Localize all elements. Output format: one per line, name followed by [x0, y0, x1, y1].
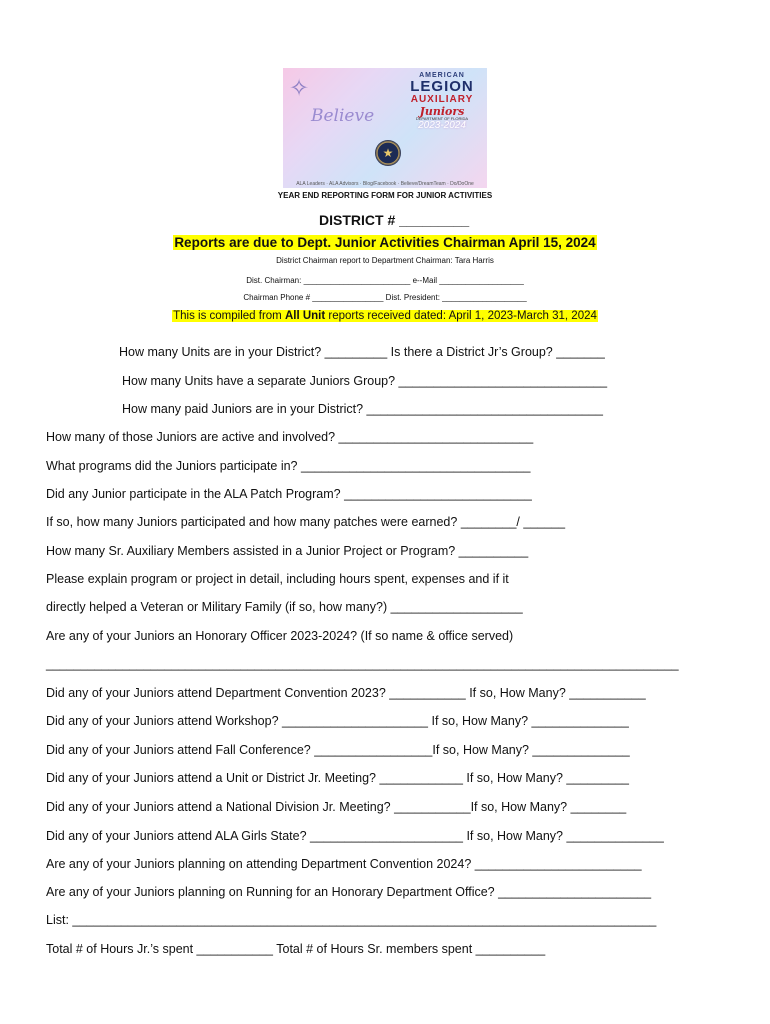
logo-legion: LEGION [410, 78, 474, 96]
logo-juniors: Juniors [419, 104, 465, 118]
compiled-pre: This is compiled from [173, 310, 285, 322]
logo-department: DEPARTMENT OF FLORIDA [415, 116, 469, 122]
believe-script: Believe [311, 106, 375, 126]
question-patch-program: Did any Junior participate in the ALA Patch Program? ___________________________ [46, 487, 532, 501]
question-unit-district-meeting: Did any of your Juniors attend a Unit or District Jr. Meeting? ____________ If so, How Many? _________ [46, 771, 629, 785]
question-separate-juniors-group: How many Units have a separate Juniors Group? ______________________________ [122, 374, 608, 388]
question-helped-veteran: directly helped a Veteran or Military Family (if so, how many?) ___________________ [46, 600, 523, 614]
american-legion-auxiliary-logo [401, 72, 483, 132]
question-dept-convention-2023: Did any of your Juniors attend Department Convention 2023? ___________ If so, How Many? ___________ [46, 686, 646, 700]
question-girls-state: Did any of your Juniors attend ALA Girls State? ______________________ If so, How Many? ______________ [46, 829, 664, 843]
compiled-post: reports received dated: April 1, 2023-March 31, 2024 [325, 310, 597, 322]
banner-caption: ALA Leaders · ALA Advisors · Blog/Facebook · Believe/DreamTeam · Do/DoOne [296, 181, 474, 187]
total-hours-line: Total # of Hours Jr.’s spent ___________ Total # of Hours Sr. members spent __________ [46, 942, 546, 956]
emblem-icon: ★ [375, 140, 401, 166]
question-dept-convention-2024: Are any of your Juniors planning on attending Department Convention 2024? ________________________ [46, 857, 642, 871]
compiled-text [172, 310, 598, 322]
question-honorary-officer: Are any of your Juniors an Honorary Officer 2023-2024? (If so name & office served) [46, 629, 514, 643]
answer-line-honorary-officer: ___________________________________________________________________________________________ [46, 657, 679, 671]
due-date-line [0, 235, 770, 250]
header-banner-image [283, 68, 487, 188]
logo-years: 2023-2024 [418, 120, 466, 132]
compiled-bold: All Unit [284, 310, 326, 322]
form-title: YEAR END REPORTING FORM FOR JUNIOR ACTIVITIES [277, 191, 493, 200]
question-fall-conference: Did any of your Juniors attend Fall Conference? _________________If so, How Many? ______________ [46, 743, 630, 757]
question-national-division-meeting: Did any of your Juniors attend a National Division Jr. Meeting? ___________If so, How Many? ________ [46, 800, 627, 814]
question-honorary-dept-office: Are any of your Juniors planning on Running for an Honorary Department Office? ______________________ [46, 885, 652, 899]
question-active-juniors: How many of those Juniors are active and involved? ____________________________ [46, 430, 534, 444]
question-sr-members-assisted: How many Sr. Auxiliary Members assisted in a Junior Project or Program? __________ [46, 544, 529, 558]
dist-chairman-line: Dist. Chairman: ________________________ e--Mail ___________________ [246, 276, 524, 285]
question-programs: What programs did the Juniors participate in? _________________________________ [46, 459, 531, 473]
logo-american: AMERICAN [419, 72, 465, 79]
fairy-icon: ✧ [289, 75, 310, 102]
question-workshop: Did any of your Juniors attend Workshop? _____________________ If so, How Many? ______________ [46, 714, 629, 728]
question-explain-program: Please explain program or project in detail, including hours spent, expenses and if it [46, 572, 509, 586]
list-line: List: ____________________________________________________________________________________ [46, 913, 657, 927]
question-patches-earned: If so, how many Juniors participated and how many patches were earned? ________/ ______ [46, 515, 566, 529]
chairman-phone-line: Chairman Phone # ________________ Dist. President: ___________________ [243, 293, 527, 302]
compiled-line [0, 310, 770, 322]
question-paid-juniors: How many paid Juniors are in your District? __________________________________ [122, 402, 603, 416]
chairman-report-line: District Chairman report to Department Chairman: Tara Harris [276, 256, 494, 265]
district-number-line: DISTRICT # _________ [319, 212, 470, 228]
question-units-in-district: How many Units are in your District? _________ Is there a District Jr’s Group? _______ [119, 345, 605, 359]
logo-auxiliary: AUXILIARY [410, 94, 474, 106]
due-date-text: Reports are due to Dept. Junior Activities Chairman April 15, 2024 [174, 235, 596, 250]
